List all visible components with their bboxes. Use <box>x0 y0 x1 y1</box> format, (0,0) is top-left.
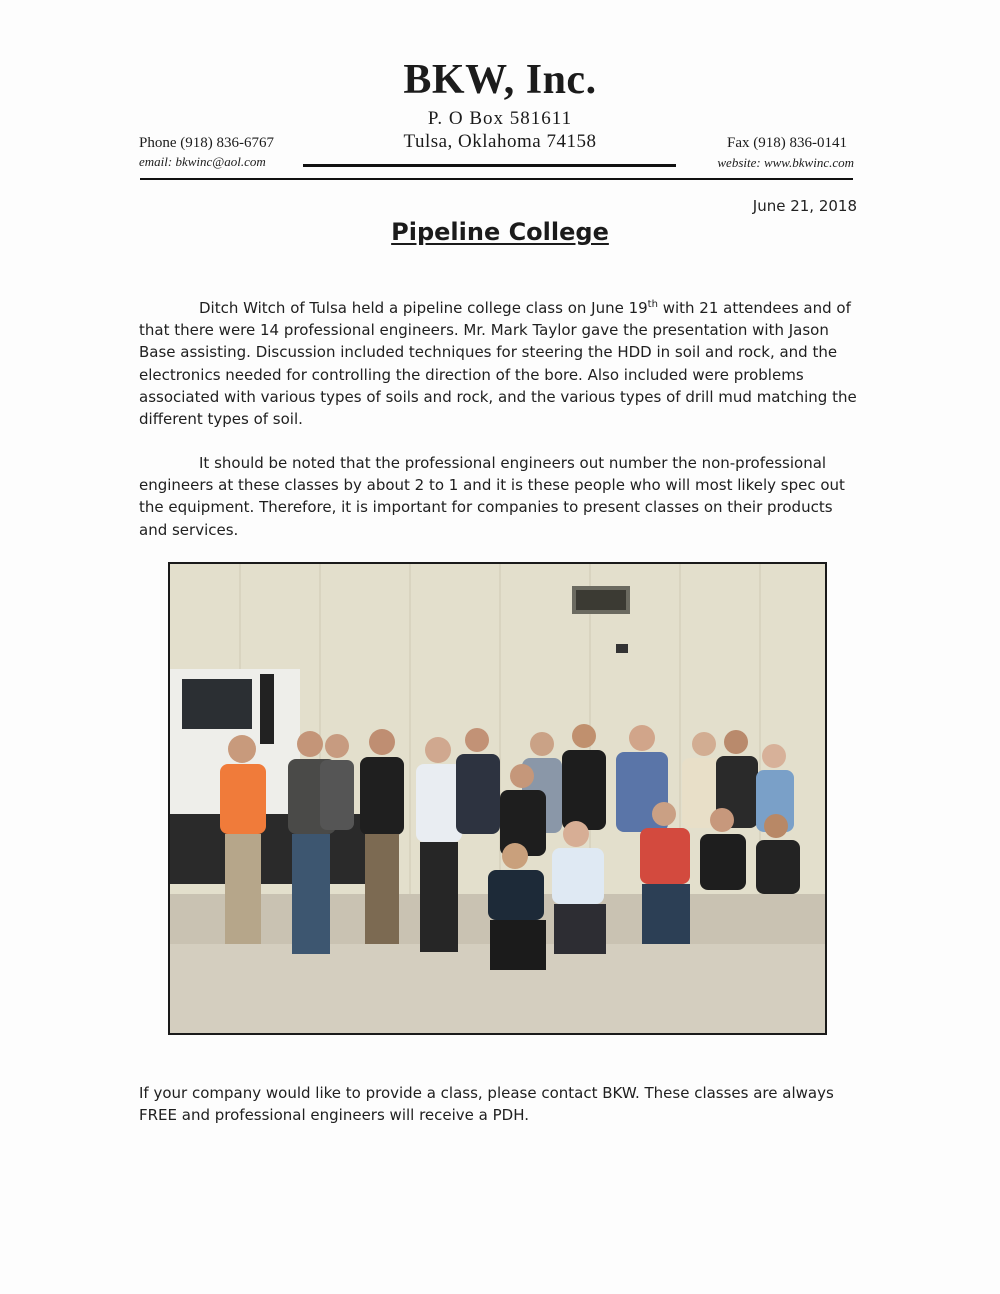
phone-number: Phone (918) 836-6767 <box>139 135 274 151</box>
fax-number: Fax (918) 836-0141 <box>727 135 847 151</box>
website-address: website: www.bkwinc.com <box>717 155 854 170</box>
po-box: P. O Box 581611 <box>427 108 573 129</box>
email-address: email: bkwinc@aol.com <box>139 154 266 169</box>
paragraph-1-sup: th <box>647 299 658 310</box>
header-rule <box>140 178 853 180</box>
paragraph-1 <box>139 297 863 430</box>
company-name: BKW, Inc. <box>403 57 597 103</box>
page-title: Pipeline College <box>391 218 609 246</box>
letter-date: June 21, 2018 <box>752 197 857 215</box>
paragraph-3: If your company would like to provide a class, please contact BKW. These classes are always FREE and professional engineers will receive a PDH. <box>139 1084 834 1125</box>
paragraph-1-text: Ditch Witch of Tulsa held a pipeline college class on June 19 <box>199 299 648 317</box>
city-state: Tulsa, Oklahoma 74158 <box>403 131 597 152</box>
group-photo-image <box>170 564 825 1033</box>
header-rule-thick <box>303 164 676 167</box>
paragraph-1-text-cont: with 21 attendees and of that there were 14 professional engineers. Mr. Mark Taylor gave the presentation with Jason Base assisting. Discussion included techniques for steering the HDD in soil and rock, and the electronics needed for controlling the direction of the bore. Also included were problems associated with various types of soils and rock, and the various types of drill mud matching the different types of soil. <box>139 299 857 429</box>
group-photo <box>168 562 827 1035</box>
paragraph-2: It should be noted that the professional engineers out number the non-professional engineers at these classes by about 2 to 1 and it is these people who will most likely spec out the equipment. Therefore, it is important for companies to present classes on their products and services. <box>139 454 845 539</box>
